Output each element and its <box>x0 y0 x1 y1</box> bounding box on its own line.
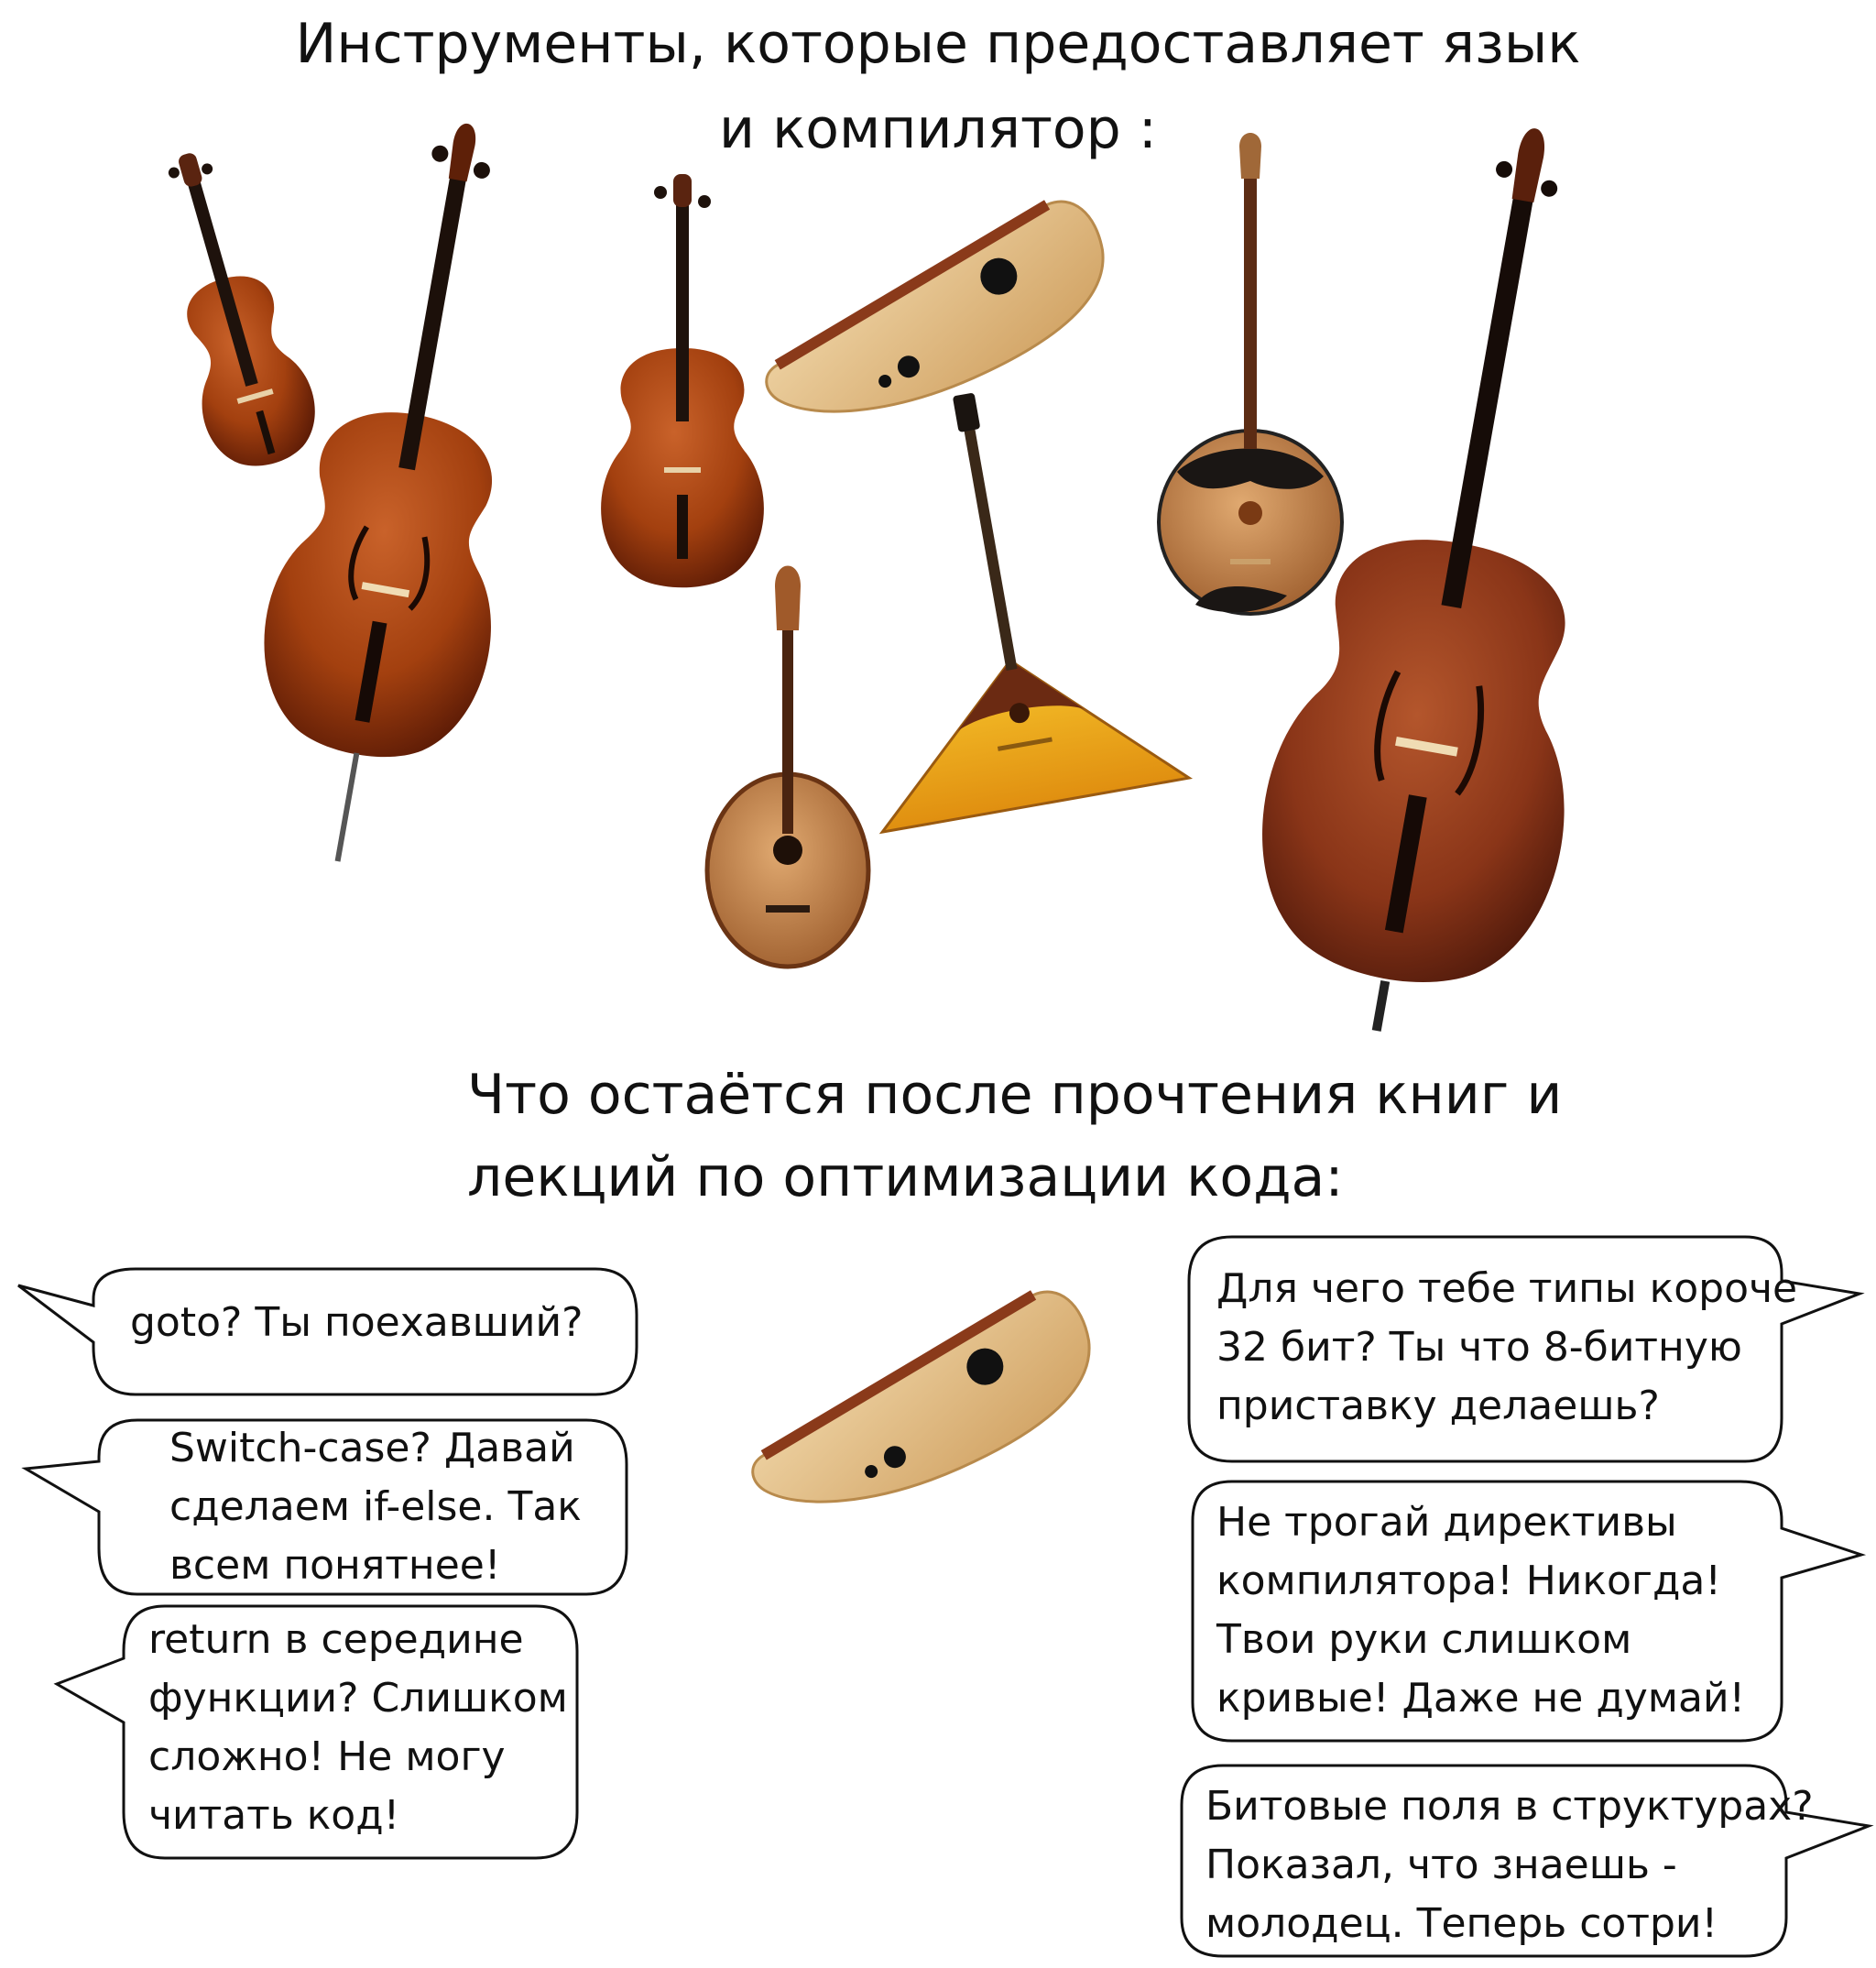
middle-heading-line-1: Что остаётся после прочтения книг и <box>467 1063 1563 1127</box>
bubble-line: сделаем if-else. Так <box>169 1483 582 1530</box>
mandolin-illustration <box>707 566 868 968</box>
domra-illustration <box>1159 133 1342 614</box>
speech-bubble-left-1 <box>130 1294 583 1352</box>
speech-bubble-right-3 <box>1205 1777 1814 1953</box>
bubble-line: молодец. Теперь сотри! <box>1205 1900 1718 1947</box>
bubble-line: кривые! Даже не думай! <box>1216 1675 1746 1722</box>
violin-illustration <box>132 138 328 478</box>
bubble-line: Switch-case? Давай <box>169 1425 575 1471</box>
bubble-line: читать код! <box>148 1792 400 1839</box>
gusli-remaining-illustration <box>732 1281 1118 1547</box>
bubble-line: Показал, что знаешь - <box>1205 1842 1677 1888</box>
bubble-line: компилятора! Никогда! <box>1216 1558 1722 1604</box>
bubble-line: 32 бит? Ты что 8-битную <box>1216 1324 1742 1371</box>
speech-bubble-right-1 <box>1216 1260 1797 1436</box>
middle-heading <box>467 1054 1562 1219</box>
speech-bubble-left-3 <box>148 1611 568 1845</box>
bubble-line: return в середине <box>148 1616 524 1663</box>
speech-bubble-left-2 <box>169 1419 582 1595</box>
bubble-line: Битовые поля в структурах? <box>1205 1783 1814 1830</box>
gusli-illustration <box>746 191 1131 456</box>
bubble-line: функции? Слишком <box>148 1675 568 1722</box>
bubble-line: Твои руки слишком <box>1216 1616 1632 1663</box>
bubble-line: сложно! Не могу <box>148 1733 506 1780</box>
balalaika-illustration <box>810 367 1189 832</box>
top-heading-line-1: Инструменты, которые предоставляет язык <box>295 12 1581 76</box>
cello-illustration <box>226 104 578 881</box>
bubble-line: goto? Ты поехавший? <box>130 1299 584 1346</box>
middle-heading-line-2: лекций по оптимизации кода: <box>467 1145 1344 1209</box>
bubble-line: Для чего тебе типы короче <box>1216 1265 1798 1312</box>
speech-bubble-right-2 <box>1216 1493 1745 1728</box>
bubble-line: всем понятнее! <box>169 1542 501 1589</box>
bubble-line: приставку делаешь? <box>1216 1383 1660 1429</box>
bubble-line: Не трогай директивы <box>1216 1499 1677 1546</box>
viola-illustration <box>601 174 764 587</box>
top-heading-line-2: и компилятор : <box>719 97 1157 161</box>
